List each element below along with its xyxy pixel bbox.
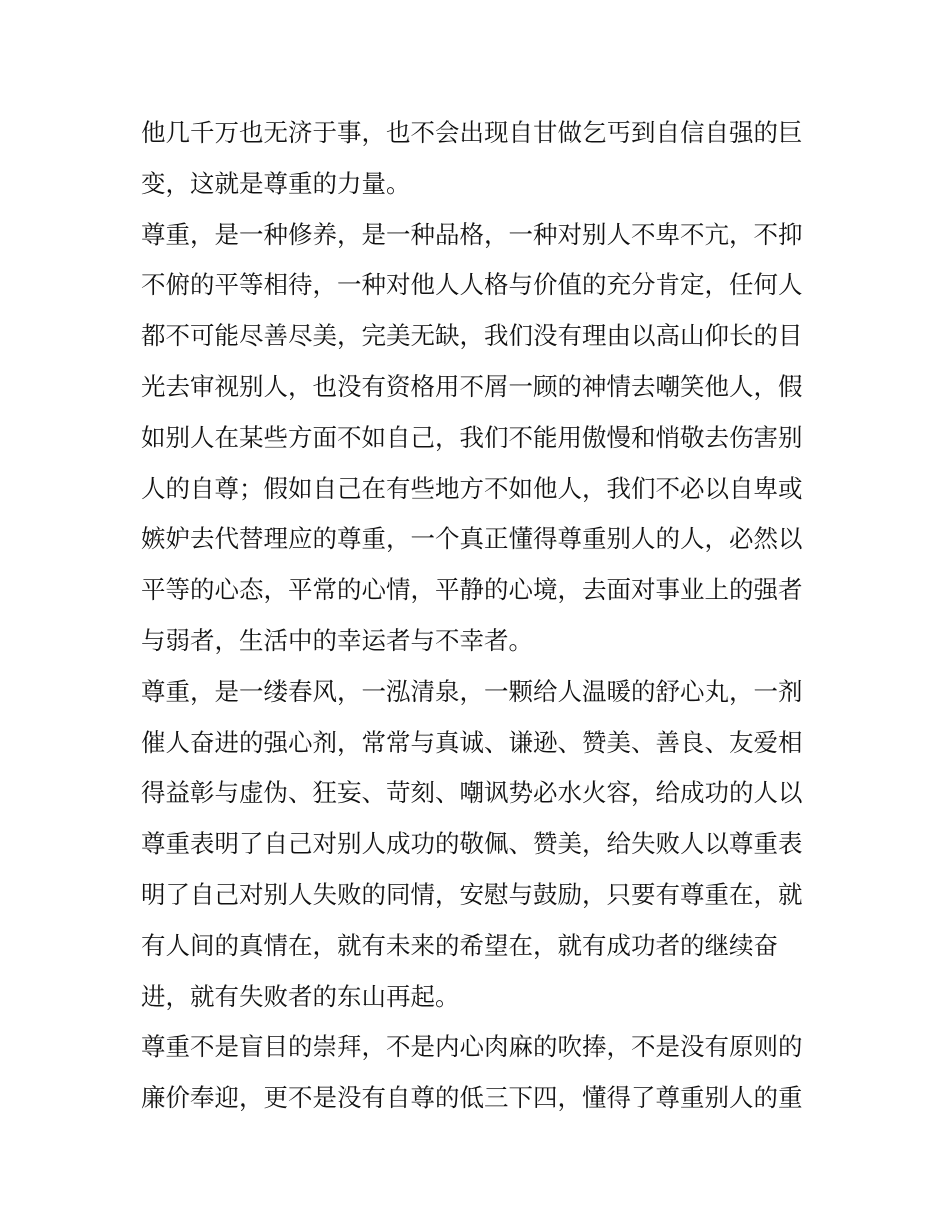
text-line: 人的自尊；假如自己在有些地方不如他人，我们不必以自卑或 — [141, 473, 803, 503]
text-line: 嫉妒去代替理应的尊重，一个真正懂得尊重别人的人，必然以 — [141, 524, 803, 554]
text-line: 光去审视别人，也没有资格用不屑一顾的神情去嘲笑他人，假 — [141, 371, 803, 401]
text-line: 有人间的真情在，就有未来的希望在，就有成功者的继续奋 — [141, 930, 778, 960]
text-line: 尊重，是一缕春风，一泓清泉，一颗给人温暖的舒心丸，一剂 — [141, 676, 803, 706]
text-line: 明了自己对别人失败的同情，安慰与鼓励，只要有尊重在，就 — [141, 879, 803, 909]
text-line: 催人奋进的强心剂，常常与真诚、谦逊、赞美、善良、友爱相 — [141, 727, 803, 757]
text-line: 与弱者，生活中的幸运者与不幸者。 — [141, 625, 533, 655]
text-line: 廉价奉迎，更不是没有自尊的低三下四，懂得了尊重别人的重 — [141, 1083, 803, 1113]
text-line: 平等的心态，平常的心情，平静的心境，去面对事业上的强者 — [141, 575, 803, 605]
text-line: 不俯的平等相待，一种对他人人格与价值的充分肯定，任何人 — [141, 270, 803, 300]
text-line: 他几千万也无济于事，也不会出现自甘做乞丐到自信自强的巨 — [141, 118, 803, 147]
document-body — [141, 108, 821, 1124]
text-line: 尊重表明了自己对别人成功的敬佩、赞美，给失败人以尊重表 — [141, 829, 803, 859]
text-line: 尊重不是盲目的崇拜，不是内心肉麻的吹捧，不是没有原则的 — [141, 1032, 803, 1062]
text-line: 如别人在某些方面不如自己，我们不能用傲慢和悄敬去伤害别 — [141, 422, 803, 452]
text-line: 进，就有失败者的东山再起。 — [141, 981, 460, 1011]
text-line: 尊重，是一种修养，是一种品格，一种对别人不卑不亢，不抑 — [141, 219, 803, 249]
text-line: 得益彰与虚伪、狂妄、苛刻、嘲讽势必水火容，给成功的人以 — [141, 778, 803, 808]
text-line: 变，这就是尊重的力量。 — [141, 168, 411, 198]
text-line: 都不可能尽善尽美，完美无缺，我们没有理由以高山仰长的目 — [141, 321, 803, 351]
